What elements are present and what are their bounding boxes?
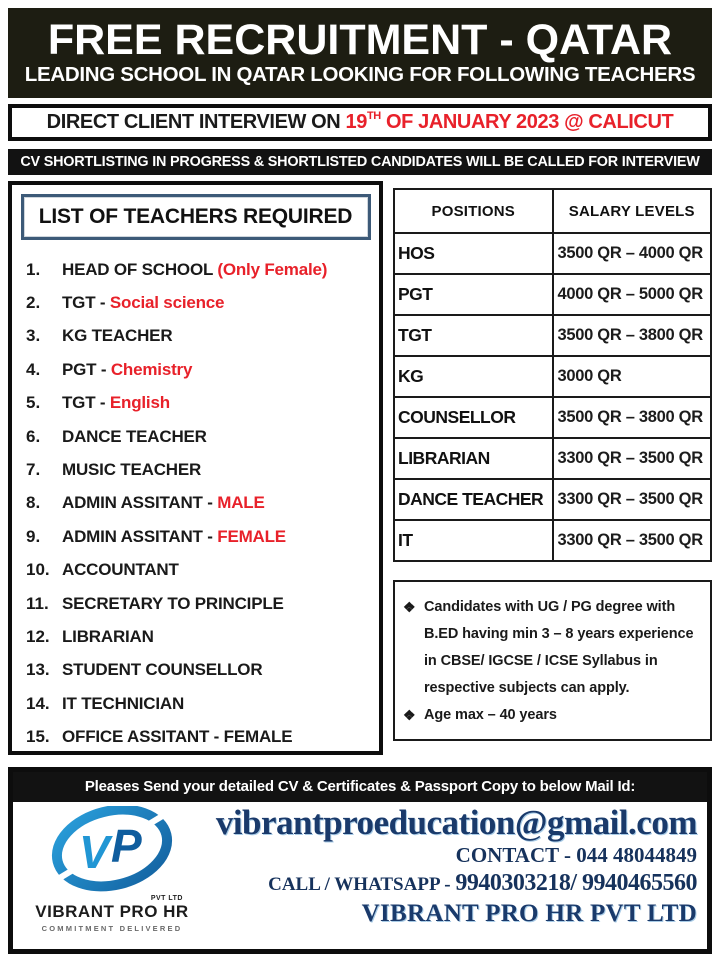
list-item [22, 654, 375, 687]
salary-cell: 3500 QR – 3800 QR [553, 315, 712, 356]
whatsapp-line [191, 870, 697, 897]
table-header-row [394, 189, 711, 233]
item-highlight: FEMALE [217, 526, 286, 546]
list-item [22, 453, 375, 486]
salary-cell: 3300 QR – 3500 QR [553, 520, 712, 561]
top-banner [8, 8, 712, 98]
item-number: 11. [26, 593, 49, 613]
list-item [22, 620, 375, 653]
item-text: SECRETARY TO PRINCIPLE [62, 593, 284, 613]
logo-monogram-p: P [111, 820, 142, 872]
salary-cell: 3500 QR – 3800 QR [553, 397, 712, 438]
salary-cell: 3300 QR – 3500 QR [553, 438, 712, 479]
teachers-list [22, 253, 375, 754]
item-number: 2. [26, 293, 41, 313]
note-text: Candidates with UG / PG degree with B.ED having min 3 – 8 years experience in CBSE/ IGCSE / ICSE Syllabus in respective subjects can apply. [424, 599, 694, 696]
item-number: 5. [26, 393, 41, 413]
whatsapp-label: CALL / WHATSAPP - [268, 874, 456, 896]
teachers-panel [8, 181, 383, 755]
logo-company-name: VIBRANT PRO HR [35, 902, 189, 921]
item-number: 15. [26, 727, 50, 747]
diamond-bullet-icon: ❖ [403, 707, 416, 723]
whatsapp-numbers: 9940303218/ 9940465560 [455, 870, 697, 897]
item-highlight: Chemistry [110, 359, 193, 379]
footer-body [13, 802, 707, 949]
item-highlight: MALE [217, 493, 265, 513]
position-cell: IT [394, 520, 553, 561]
list-item [22, 253, 375, 286]
list-item [22, 286, 375, 319]
table-header-positions: POSITIONS [394, 189, 553, 233]
item-text: MUSIC TEACHER [62, 460, 202, 480]
position-cell: TGT [394, 315, 553, 356]
interview-text [47, 111, 674, 134]
interview-banner [8, 104, 712, 141]
item-text: OFFICE ASSITANT - FEMALE [62, 727, 293, 747]
item-number: 14. [26, 693, 50, 713]
position-cell: LIBRARIAN [394, 438, 553, 479]
logo-monogram-v: V [79, 826, 110, 878]
cv-shortlisting-banner: CV SHORTLISTING IN PROGRESS & SHORTLISTED CANDIDATES WILL BE CALLED FOR INTERVIEW [8, 149, 712, 175]
table-row [394, 233, 711, 274]
item-number: 12. [26, 626, 50, 646]
list-item [22, 487, 375, 520]
note-text: Age max – 40 years [424, 707, 557, 723]
item-number: 7. [26, 460, 41, 480]
item-text: TGT - English [62, 393, 170, 413]
list-item [22, 353, 375, 386]
list-item [22, 420, 375, 453]
teachers-title-box [21, 194, 371, 240]
list-item [22, 554, 375, 587]
contact-number: CONTACT - 044 48044849 [455, 843, 697, 868]
table-row [394, 479, 711, 520]
footer-banner: Pleases Send your detailed CV & Certificates & Passport Copy to below Mail Id: [13, 772, 707, 802]
logo-tagline: COMMITMENT DELIVERED [41, 924, 183, 933]
item-number: 1. [26, 259, 41, 279]
list-item [22, 720, 375, 753]
position-cell: KG [394, 356, 553, 397]
note-item [403, 594, 702, 702]
item-text: ACCOUNTANT [62, 560, 179, 580]
contact-email: vibrantproeducation@gmail.com [215, 803, 697, 842]
main-content [8, 181, 712, 755]
salary-panel [393, 181, 712, 755]
list-item [22, 587, 375, 620]
poster-subtitle: LEADING SCHOOL IN QATAR LOOKING FOR FOLLOWING TEACHERS [24, 63, 696, 87]
table-row [394, 438, 711, 479]
item-text: ADMIN ASSITANT - MALE [62, 493, 265, 513]
item-number: 8. [26, 493, 41, 513]
table-row [394, 520, 711, 561]
salary-table [393, 188, 712, 562]
salary-cell: 3000 QR [553, 356, 712, 397]
interview-prefix: DIRECT CLIENT INTERVIEW ON [46, 111, 346, 133]
item-number: 6. [26, 426, 41, 446]
item-number: 13. [26, 660, 50, 680]
note-item [403, 702, 702, 729]
interview-date-ordinal: TH [366, 110, 381, 122]
item-number: 9. [26, 526, 41, 546]
item-number: 10. [26, 560, 50, 580]
position-cell: COUNSELLOR [394, 397, 553, 438]
item-highlight: (Only Female) [217, 259, 328, 279]
position-cell: PGT [394, 274, 553, 315]
salary-cell: 3500 QR – 4000 QR [553, 233, 712, 274]
item-number: 3. [26, 326, 41, 346]
table-row [394, 274, 711, 315]
list-item [22, 320, 375, 353]
teachers-title: LIST OF TEACHERS REQUIRED [38, 205, 353, 228]
item-highlight: English [109, 393, 170, 413]
item-text: TGT - Social science [62, 293, 225, 313]
interview-date-rest: OF JANUARY 2023 @ CALICUT [380, 111, 674, 133]
item-text: KG TEACHER [62, 326, 173, 346]
salary-cell: 3300 QR – 3500 QR [553, 479, 712, 520]
item-text: HEAD OF SCHOOL (Only Female) [62, 259, 328, 279]
table-header-salary: SALARY LEVELS [553, 189, 712, 233]
poster-title: FREE RECRUITMENT - QATAR [47, 16, 673, 65]
item-text: ADMIN ASSITANT - FEMALE [62, 526, 286, 546]
interview-date-day: 19 [345, 111, 367, 133]
item-number: 4. [26, 359, 41, 379]
position-cell: DANCE TEACHER [394, 479, 553, 520]
notes-box [393, 580, 712, 741]
company-logo [31, 806, 193, 933]
item-text: STUDENT COUNSELLOR [62, 660, 263, 680]
item-highlight: Social science [109, 293, 225, 313]
list-item [22, 687, 375, 720]
footer-box [8, 767, 712, 954]
item-text: DANCE TEACHER [62, 426, 207, 446]
salary-cell: 4000 QR – 5000 QR [553, 274, 712, 315]
diamond-bullet-icon: ❖ [403, 599, 416, 615]
table-row [394, 356, 711, 397]
logo-ellipse-icon [37, 806, 187, 894]
table-row [394, 315, 711, 356]
list-item [22, 520, 375, 553]
item-text: LIBRARIAN [62, 626, 154, 646]
logo-pvt-ltd: PVT LTD [150, 895, 183, 902]
item-text: IT TECHNICIAN [62, 693, 185, 713]
position-cell: HOS [394, 233, 553, 274]
table-row [394, 397, 711, 438]
company-name-footer: VIBRANT PRO HR PVT LTD [361, 900, 697, 928]
list-item [22, 387, 375, 420]
item-text: PGT - Chemistry [62, 359, 193, 379]
